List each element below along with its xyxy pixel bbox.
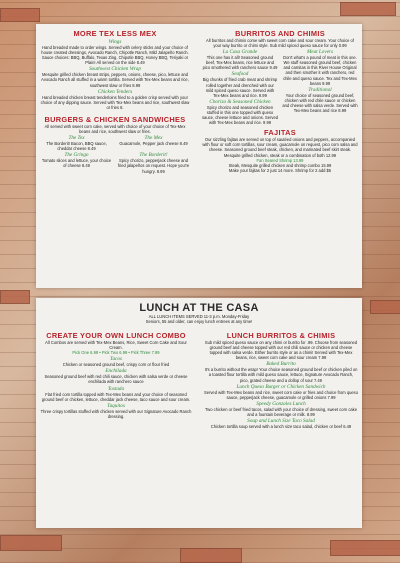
item-name: The Tex [68, 135, 85, 142]
item-name: Southwest Chicken Wrap [89, 66, 141, 73]
item-name: Chicken Tenders [97, 88, 133, 95]
item-desc: Your choice of seasoned ground beef, chicken with red chile sauce or chicken and cheese with salsa verde. Served with Tex-Mex beans and rice 8.99 [282, 92, 358, 114]
brick-decoration [370, 300, 400, 314]
section-title: MORE TEX LESS MEX [73, 29, 157, 38]
item-desc: Three crispy tortillas stuffed with chicken served with our Signature Avocado Ranch dressing. [40, 408, 192, 419]
brick-decoration [180, 548, 242, 563]
burger-item [40, 134, 113, 151]
lunch-header [36, 302, 362, 324]
lunch-line: ALL LUNCH ITEMS SERVED 11-3 p.m. Monday-Friday [148, 314, 250, 319]
section-title: CREATE YOUR OWN LUNCH COMBO [46, 331, 186, 340]
item-name: Baked Burrito [266, 361, 296, 368]
item-name: Meat Lovers [306, 49, 334, 56]
brick-decoration [0, 8, 40, 22]
item-name: La Casa Grande [222, 49, 258, 56]
item-desc: Big chunks of fried crab meat and shrimp rolled together and drenched with our mild spiced queso sauce. Served with Tex-Mex beans and rice. 9.99 [202, 77, 278, 98]
burger-item [117, 151, 190, 173]
section-title: BURGERS & CHICKEN SANDWICHES [44, 114, 186, 124]
section-subtitle: Sub mild spiced queso sauce on any chimi or burrito for .99. Choose from seasoned ground beef and cheese topped with our red chili sauce or chicken and cheese topped with salsa verde. Either burrito style or as a chimi! Served with Tex-Mex beans, rice, sweet corn cake and sour cream 7.99 [204, 340, 358, 361]
section-title: LUNCH BURRITOS & CHIMIS [226, 331, 336, 340]
tex-less-section [40, 29, 190, 174]
item-desc: Guacamole, Pepper jack cheese 8.49 [119, 141, 188, 147]
item-desc: Spicy chorizo, pepperjack cheese and fried jalapeños on request. Hope you're hungry. 8.99 [117, 158, 190, 174]
item-desc: Chicken tortilla soup served with a lunch size taco salad, chicken or beef 6.49 [210, 424, 352, 430]
section-subtitle: All Combos are served with Tex-Mex Beans, Rice, Sweet Corn Cake and Sour Cream. [45, 340, 187, 351]
item-desc: Don't what's a pound of meat in this one. We stuff seasoned ground beef, chicken and carnitas in this River House Original and then smother it with ranchero, red chile and queso sauce. Tex and Tex-Mex beans 9.99 [283, 55, 357, 86]
burger-row [40, 134, 190, 151]
section-title: BURRITOS AND CHIMIS [235, 29, 325, 38]
item-desc: Seasoned ground beef with red chili sauce, chicken with salsa verde or cheese enchilada with ranchero sauce [44, 374, 188, 385]
fajitas-extra: Steak, Mesquite grilled chicken and shrimp combo 15.99 [228, 162, 332, 168]
burger-item [117, 134, 190, 151]
brick-decoration [0, 535, 62, 551]
top-menu-panel [36, 24, 362, 288]
combo-section [40, 331, 192, 419]
burrito-row [202, 48, 358, 125]
item-desc: It's a burrito without the wrap! Your choice seasoned ground beef or chicken piled on a toasted flour tortilla with mild queso sauce, lettuce, Signature Avocado Ranch, pico, grated cheese and a dollop of sour 7.49 [204, 367, 358, 383]
item-name: Traditional [308, 86, 332, 93]
item-name: Speedy Gonzales Lunch [256, 400, 306, 407]
item-desc: Spicy chorizo and seasoned chicken stuffed in this one topped with queso sauce, cheese lettuce and onions. Served with Tex-Mex beans and rice. 9.99 [202, 104, 279, 126]
item-name: Tacos [110, 356, 122, 363]
item-name: Soup and Lunch Size Taco Salad [247, 418, 315, 425]
brick-decoration [330, 540, 400, 556]
item-name: Tostada [107, 385, 125, 392]
item-desc: This one has it all! Seasoned ground beef, Tex-Mex beans, rice lettuce and pico smothered with ranchero sauce 9.49 [202, 55, 278, 71]
item-desc: Chicken or seasoned ground beef, crispy corn or flour fried [62, 362, 170, 368]
item-desc: Hand breaded chicken breast tenderloins fried to a golden crisp served with your choice of any dipping sauce. Served with Tex-Mex beans and rice, southwest slaw or fries 8. [40, 94, 190, 110]
item-name: The Mex [144, 135, 163, 142]
section-title: FAJITAS [264, 128, 296, 138]
brick-decoration [0, 290, 30, 304]
item-name: Taquitos [107, 402, 125, 409]
item-desc: Tomato slices and lettuce, your choice of cheese 8.49 [41, 158, 112, 169]
item-desc: Mesquite grilled chicken breast strips, peppers, onions, cheese, pico, lettuce and Avocado Ranch all stuffed in a warm tortilla. Served with Tex-Mex beans and rice, southwest slaw or fries 8.99 [41, 72, 189, 88]
item-name: Seafood [231, 71, 249, 78]
item-desc: Hand breaded made to order wings. Served with celery sticks and your choice of house created dressings, Avocado Ranch, Chipotle Ranch, Mild Jalapeño Ranch. Sauce choices: BBQ, Buffalo, Texas Zing, Chipotle BBQ, Honey BBQ, Teriyaki or Plain! All served on the side 8.49 [41, 45, 189, 66]
burrito-col [202, 48, 278, 125]
burger-row [40, 151, 190, 173]
combo-picks: Pick One 6.99 • Pick Two 6.99 • Pick Three 7.99 [72, 350, 160, 356]
lunch-line: Seniors, 55 and older, can enjoy lunch entrees at any time! [145, 319, 253, 325]
section-subtitle: All served with sweet corn cake, served with choice of your choice of Tex-Mex beans and rice, southwest slaw or fries. [44, 123, 186, 135]
brick-decoration [340, 2, 396, 16]
fajitas-desc: Our sizzling fajitas are served on top of sautéed onions and peppers, accompanied with flour or soft corn tortillas, sour cream, guacamole on request, pico corn salsa and cheese. Seasoned ground beef steak, chicken, and marinated beef skirt steak. Mesquite grilled chicken, steak or a combination of both 12.99 [202, 137, 358, 158]
item-desc: Served with Tex-Mex beans and rice, sweet corn cake or fries and choice from queso sauce, pepperjack cheese, guacamole or grilled onions 7.99 [204, 389, 358, 400]
item-name: The Gringo [64, 152, 89, 159]
lunch-title: LUNCH AT THE CASA [139, 302, 259, 314]
lunch-menu-panel [36, 298, 362, 528]
burritos-section [202, 29, 358, 173]
item-name: The Borderit! [139, 152, 168, 159]
lunch-burritos-section [204, 331, 358, 429]
item-desc: The Borderit! Bacon, BBQ sauce, cheddar cheese 8.49 [46, 141, 107, 152]
section-subtitle: All burritos and chimis come with sweet corn cake and sour cream. Your choice of your way burrito or chimi style. Sub mild spiced queso sauce for only 0.99 [206, 38, 354, 49]
burger-item [40, 151, 113, 173]
burrito-col [282, 48, 358, 125]
item-name: Lunch Queso Burger or Chicken Sandwich [236, 383, 326, 390]
fajitas-extra: Make your fajitas for 2 just 14 more. Shrimp for 2 add $5 [228, 167, 332, 173]
item-name: Enchilada [105, 368, 127, 375]
item-desc: Flat fried corn tortilla topped with Tex-Mex beans and your choice of seasoned ground beef or chicken, lettuce, cheddar jack cheese, taco sauce and sour cream. [41, 391, 191, 402]
fajitas-extra: Fan Seared Shrimp 13.99 [256, 157, 304, 163]
item-name: Wings [108, 39, 122, 45]
item-name: Chorizo & Seasoned Chicken [209, 98, 271, 105]
item-desc: Two chicken or beef fried tacos, salad with your choice of dressing, sweet corn cake and a fountain beverage or milk. 8.99 [205, 406, 357, 417]
